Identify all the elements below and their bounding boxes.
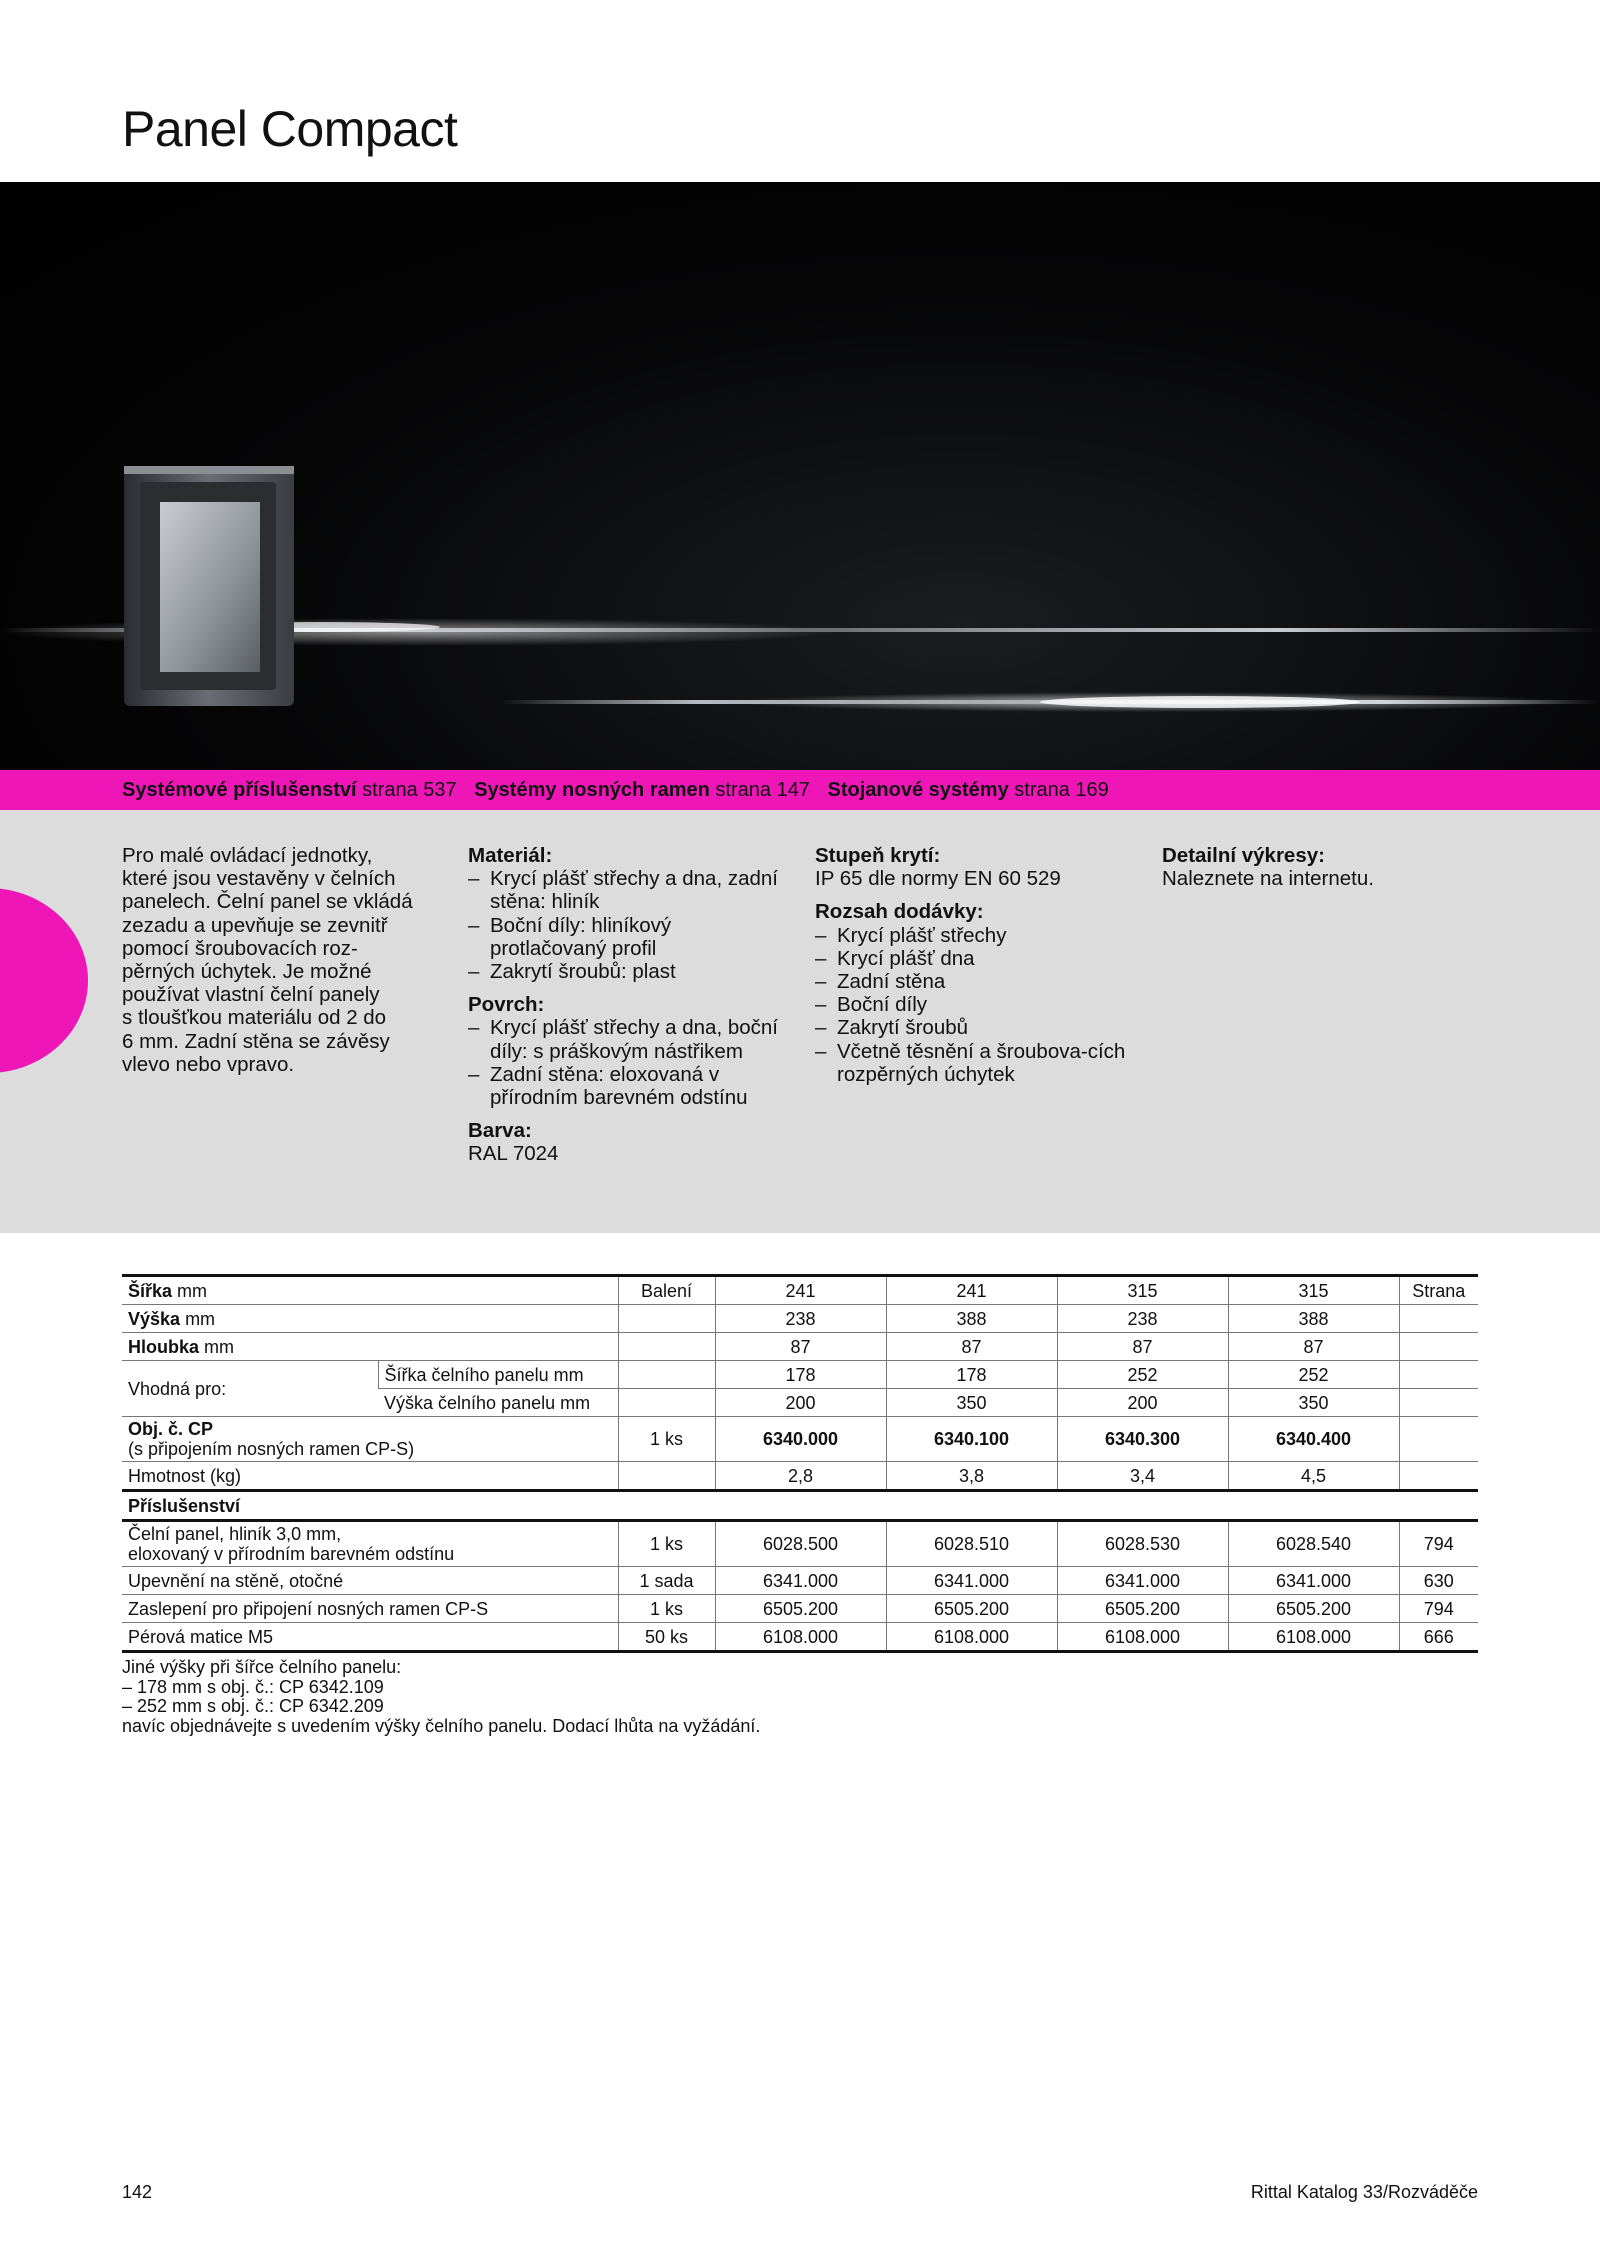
order-number: 6340.300 [1057,1417,1228,1462]
table-cell: 6341.000 [886,1567,1057,1595]
catalog-name: Rittal Katalog 33/Rozváděče [1250,2182,1478,2202]
related-links-bar [0,770,1600,810]
table-row [122,1305,1478,1333]
accessory-label: Zaslepení pro připojení nosných ramen CP-S [122,1595,618,1623]
table-cell: 200 [1057,1389,1228,1417]
table-row [122,1276,1478,1305]
table-cell: 3,4 [1057,1462,1228,1491]
table-cell: 6505.200 [715,1595,886,1623]
table-cell: 4,5 [1228,1462,1399,1491]
note-line: – 252 mm s obj. č.: CP 6342.209 [122,1696,384,1716]
table-cell: 252 [1228,1361,1399,1389]
table-cell [618,1305,715,1333]
table-cell: 50 ks [618,1623,715,1652]
table-cell: 252 [1057,1361,1228,1389]
surface-item: – Zadní stěna: eloxovaná v přírodním barevném odstínu [468,1063,788,1109]
surface-heading: Povrch: [468,993,545,1017]
table-notes [122,1658,760,1736]
page-number: 142 [122,2182,153,2202]
table-row [122,1595,1478,1623]
table-cell: 794 [1399,1595,1478,1623]
accessory-label: Čelní panel, hliník 3,0 mm, eloxovaný v přírodním barevném odstínu [122,1521,618,1567]
protection-value: IP 65 dle normy EN 60 529 [815,867,1061,891]
table-cell: 6341.000 [1057,1567,1228,1595]
table-cell: 350 [886,1389,1057,1417]
depth-label: Hloubka mm [122,1333,618,1361]
table-cell: 87 [715,1333,886,1361]
table-cell: 6028.500 [715,1521,886,1567]
intro-line: vlevo nebo vpravo. [122,1052,295,1076]
link-system-accessories[interactable]: Systémové příslušenství strana 537 [122,779,457,801]
intro-line: používat vlastní čelní panely [122,983,380,1007]
table-cell [1399,1417,1478,1462]
table-cell [1399,1333,1478,1361]
width-label: Šířka mm [122,1276,618,1305]
color-heading: Barva: [468,1119,532,1143]
color-value: RAL 7024 [468,1142,559,1166]
table-cell: 6028.530 [1057,1521,1228,1567]
supply-item: – Včetně těsnění a šroubova-cích rozpěrných úchytek [815,1040,1135,1086]
table-cell: 6505.200 [886,1595,1057,1623]
accessory-label: Upevnění na stěně, otočné [122,1567,618,1595]
table-cell: 630 [1399,1567,1478,1595]
table-row [122,1623,1478,1652]
packaging-header: Balení [618,1276,715,1305]
material-item: – Zakrytí šroubů: plast [468,960,788,983]
note-line: Jiné výšky při šířce čelního panelu: [122,1657,402,1677]
table-cell: 87 [1057,1333,1228,1361]
product-photo [0,182,1600,770]
table-row [122,1417,1478,1462]
page-title: Panel Compact [122,101,458,157]
table-cell: 241 [715,1276,886,1305]
link-pedestal-systems[interactable]: Stojanové systémy strana 169 [827,779,1109,801]
panel-height-label: Výška čelního panelu mm [378,1389,618,1417]
material-heading: Materiál: [468,844,553,867]
protection-heading: Stupeň krytí: [815,844,941,867]
table-row [122,1333,1478,1361]
spec-table [122,1274,1478,1653]
table-cell: 794 [1399,1521,1478,1567]
table-cell: 6341.000 [1228,1567,1399,1595]
table-cell: 350 [1228,1389,1399,1417]
hero-image [0,182,1600,770]
table-cell: 6108.000 [715,1623,886,1652]
table-cell: 6028.510 [886,1521,1057,1567]
table-cell: 87 [886,1333,1057,1361]
table-row [122,1567,1478,1595]
note-line: navíc objednávejte s uvedením výšky čelního panelu. Dodací lhůta na vyžádání. [122,1715,761,1736]
table-cell: 6341.000 [715,1567,886,1595]
intro-line: pomocí šroubovacích roz- [122,936,358,960]
intro-line: pěrných úchytek. Je možné [122,960,372,984]
table-cell: 87 [1228,1333,1399,1361]
table-cell: 6505.200 [1057,1595,1228,1623]
panel-width-label: Šířka čelního panelu mm [378,1361,618,1389]
table-cell: 200 [715,1389,886,1417]
intro-line: zezadu a upevňuje se zevnitř [122,913,388,937]
intro-line: 6 mm. Zadní stěna se závěsy [122,1029,390,1053]
table-cell: 238 [715,1305,886,1333]
table-cell: 388 [886,1305,1057,1333]
surface-item: – Krycí plášť střechy a dna, boční díly: s práškovým nástřikem [468,1016,788,1062]
table-cell: 1 ks [618,1417,715,1462]
table-row [122,1361,1478,1389]
table-cell [618,1389,715,1417]
protection-column [815,844,1135,1096]
weight-label: Hmotnost (kg) [122,1462,618,1491]
drawings-heading: Detailní výkresy: [1162,844,1325,867]
table-cell: 241 [886,1276,1057,1305]
table-cell: 2,8 [715,1462,886,1491]
table-cell: 666 [1399,1623,1478,1652]
table-cell: 6028.540 [1228,1521,1399,1567]
page-header: Strana [1399,1276,1478,1305]
table-cell: 1 ks [618,1521,715,1567]
table-cell: 388 [1228,1305,1399,1333]
table-cell [1399,1305,1478,1333]
table-row [122,1491,1478,1521]
drawings-value: Naleznete na internetu. [1162,867,1374,891]
supply-item: – Zakrytí šroubů [815,1016,1135,1039]
link-support-arm-systems[interactable]: Systémy nosných ramen strana 147 [474,779,810,801]
table-cell: 315 [1228,1276,1399,1305]
note-line: – 178 mm s obj. č.: CP 6342.109 [122,1676,384,1697]
height-label: Výška mm [122,1305,618,1333]
table-cell: 6108.000 [886,1623,1057,1652]
table-row [122,1462,1478,1491]
table-cell: 315 [1057,1276,1228,1305]
table-cell [1399,1361,1478,1389]
drawings-column [1162,844,1482,890]
order-number-label: Obj. č. CP (s připojením nosných ramen CP-S) [122,1417,618,1462]
order-number: 6340.100 [886,1417,1057,1462]
table-cell [618,1462,715,1491]
table-cell: 178 [715,1361,886,1389]
table-cell: 1 sada [618,1567,715,1595]
accessory-label: Pérová matice M5 [128,1626,274,1647]
table-cell: 238 [1057,1305,1228,1333]
table-cell [618,1333,715,1361]
intro-line: které jsou vestavěny v čelních [122,867,396,891]
table-cell [618,1361,715,1389]
material-item: – Boční díly: hliníkový protlačovaný profil [468,914,788,960]
table-cell [1399,1462,1478,1491]
supply-item: – Krycí plášť střechy [815,924,1135,947]
supply-scope-heading: Rozsah dodávky: [815,900,984,924]
supply-item: – Boční díly [815,993,1135,1016]
table-row [122,1521,1478,1567]
suitable-for-label: Vhodná pro: [122,1361,378,1417]
order-number: 6340.400 [1228,1417,1399,1462]
material-column [468,844,788,1176]
table-cell [1399,1389,1478,1417]
table-cell: 1 ks [618,1595,715,1623]
intro-text [122,844,432,1076]
accessories-heading: Příslušenství [122,1491,1478,1521]
table-cell: 6505.200 [1228,1595,1399,1623]
supply-item: – Zadní stěna [815,970,1135,993]
intro-line: panelech. Čelní panel se vkládá [122,890,413,914]
table-cell: 6108.000 [1228,1623,1399,1652]
table-cell: 3,8 [886,1462,1057,1491]
table-cell: 6108.000 [1057,1623,1228,1652]
material-item: – Krycí plášť střechy a dna, zadní stěna: hliník [468,867,788,913]
intro-line: s tloušťkou materiálu od 2 do [122,1006,387,1030]
order-number: 6340.000 [715,1417,886,1462]
supply-item: – Krycí plášť dna [815,947,1135,970]
intro-line: Pro malé ovládací jednotky, [122,844,373,867]
table-cell: 178 [886,1361,1057,1389]
